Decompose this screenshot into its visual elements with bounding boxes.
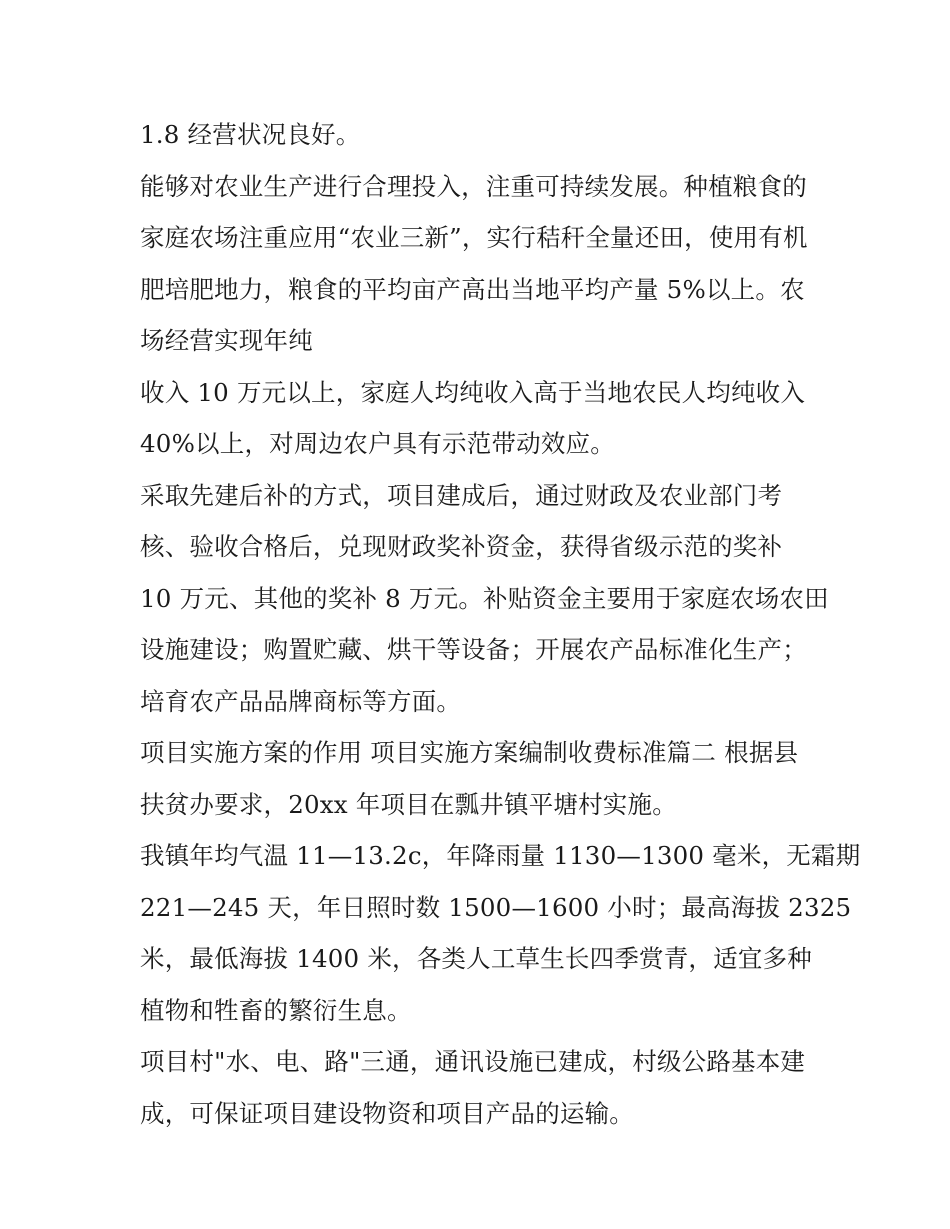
text-line: 项目实施方案的作用 项目实施方案编制收费标准篇二 根据县: [140, 738, 799, 767]
text-line: 1.8 经营状况良好。: [140, 120, 361, 149]
text-line: 40%以上，对周边农户具有示范带动效应。: [140, 429, 615, 458]
text-line: 成，可保证项目建设物资和项目产品的运输。: [140, 1098, 634, 1128]
text-line: 家庭农场注重应用“农业三新”，实行秸秆全量还田，使用有机: [140, 223, 808, 252]
text-line: 收入 10 万元以上，家庭人均纯收入高于当地农民人均纯收入: [140, 377, 806, 407]
text-line: 场经营实现年纯: [140, 326, 313, 355]
text-line: 采取先建后补的方式，项目建成后，通过财政及农业部门考: [140, 480, 783, 510]
text-line: 肥培肥地力，粮食的平均亩产高出当地平均产量 5%以上。农: [140, 274, 805, 304]
text-line: 设施建设；购置贮藏、烘干等设备；开展农产品标准化生产；: [140, 635, 807, 664]
text-line: 能够对农业生产进行合理投入，注重可持续发展。种植粮食的: [140, 171, 807, 201]
text-line: 米，最低海拔 1400 米，各类人工草生长四季赏青，适宜多种: [140, 944, 812, 973]
document-body: [140, 109, 861, 1139]
text-line: 扶贫办要求，20xx 年项目在瓢井镇平塘村实施。: [140, 789, 677, 819]
text-line: 培育农产品品牌商标等方面。: [140, 686, 462, 716]
text-line: 221—245 天，年日照时数 1500—1600 小时；最高海拔 2325: [140, 892, 852, 922]
text-line: 10 万元、其他的奖补 8 万元。补贴资金主要用于家庭农场农田: [140, 583, 829, 613]
text-line: 植物和牲畜的繁衍生息。: [140, 995, 412, 1025]
text-line: 我镇年均气温 11—13.2c，年降雨量 1130—1300 毫米，无霜期: [140, 841, 861, 870]
text-line: 项目村"水、电、路"三通，通讯设施已建成，村级公路基本建: [140, 1047, 806, 1076]
text-line: 核、验收合格后，兑现财政奖补资金，获得省级示范的奖补: [140, 532, 783, 561]
